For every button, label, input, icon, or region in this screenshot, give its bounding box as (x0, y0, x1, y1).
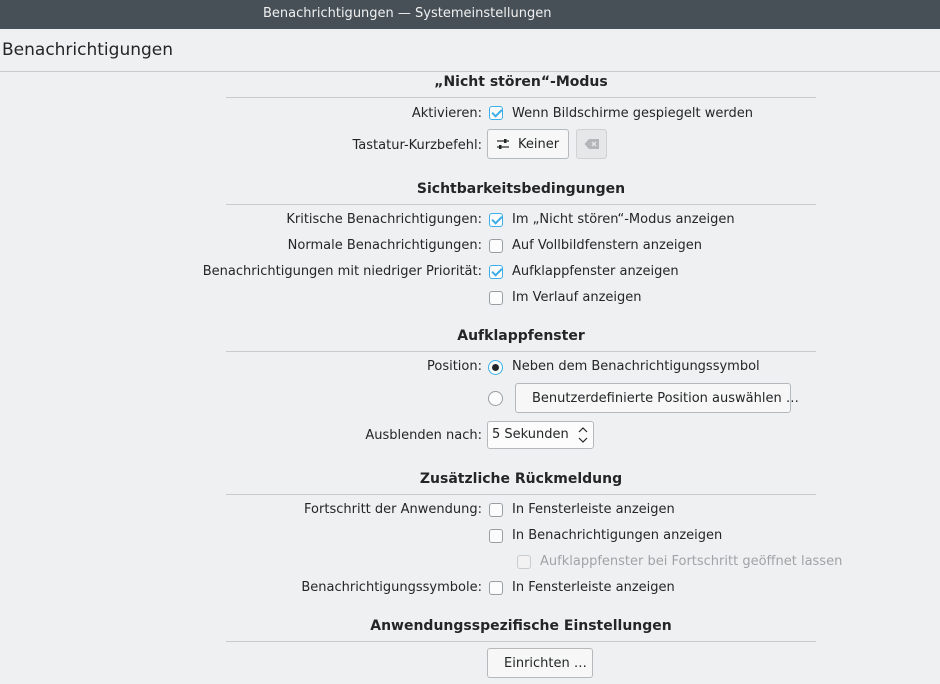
hide-after-value: 5 Sekunden (492, 427, 569, 442)
app-progress-label: Fortschritt der Anwendung: (304, 502, 482, 517)
notification-badges-label: Benachrichtigungssymbole: (301, 580, 482, 595)
shortcut-button[interactable] (487, 129, 569, 159)
shortcut-label: Tastatur-Kurzbefehl: (352, 138, 482, 153)
position-near-icon-radio[interactable] (488, 360, 503, 375)
normal-checkbox[interactable] (489, 239, 503, 253)
hide-after-label: Ausblenden nach: (365, 428, 482, 443)
clear-icon (584, 138, 600, 150)
dnd-heading: „Nicht stören“-Modus (434, 74, 608, 90)
settings-content (0, 72, 940, 684)
critical-label: Kritische Benachrichtigungen: (286, 212, 482, 227)
spin-arrows-icon[interactable] (577, 425, 589, 445)
visibility-heading: Sichtbarkeitsbedingungen (416, 181, 626, 197)
window-titlebar (0, 0, 940, 29)
divider (226, 351, 816, 352)
page-title: Benachrichtigungen (2, 40, 174, 60)
low-priority-label: Benachrichtigungen mit niedriger Priorität: (202, 264, 482, 279)
clear-shortcut-button[interactable] (576, 129, 607, 159)
configure-apps-label: Einrichten … (504, 655, 587, 671)
progress-taskbar-label[interactable]: In Fensterleiste anzeigen (512, 502, 675, 517)
position-label: Position: (427, 359, 482, 374)
window-title: Benachrichtigungen — Systemeinstellungen (263, 6, 552, 21)
normal-option-label[interactable]: Auf Vollbildfenstern anzeigen (512, 238, 702, 253)
progress-notifications-checkbox[interactable] (489, 529, 503, 543)
low-history-checkbox[interactable] (489, 291, 503, 305)
divider (226, 494, 816, 495)
progress-taskbar-checkbox[interactable] (489, 503, 503, 517)
badges-taskbar-label[interactable]: In Fensterleiste anzeigen (512, 580, 675, 595)
badges-taskbar-checkbox[interactable] (489, 581, 503, 595)
critical-checkbox[interactable] (489, 213, 503, 227)
shortcut-button-label: Keiner (518, 136, 560, 152)
progress-notifications-label[interactable]: In Benachrichtigungen anzeigen (512, 528, 723, 543)
configure-icon (496, 137, 510, 151)
divider (226, 204, 816, 205)
position-custom-radio[interactable] (488, 391, 503, 406)
activate-label: Aktivieren: (411, 106, 482, 121)
app-settings-heading: Anwendungsspezifische Einstellungen (370, 618, 672, 634)
keep-popup-open-label[interactable]: Aufklappfenster bei Fortschritt geöffnet lassen (540, 554, 843, 569)
activate-checkbox[interactable] (489, 106, 503, 120)
activate-option-label[interactable]: Wenn Bildschirme gespiegelt werden (512, 106, 753, 121)
feedback-heading: Zusätzliche Rückmeldung (419, 471, 623, 487)
low-popup-option-label[interactable]: Aufklappfenster anzeigen (512, 264, 679, 279)
normal-label: Normale Benachrichtigungen: (287, 238, 482, 253)
divider (226, 97, 816, 98)
position-near-icon-label[interactable]: Neben dem Benachrichtigungssymbol (512, 359, 760, 374)
keep-popup-open-checkbox[interactable] (517, 555, 531, 569)
critical-option-label[interactable]: Im „Nicht stören“-Modus anzeigen (512, 212, 735, 227)
choose-custom-position-label: Benutzerdefinierte Position auswählen … (532, 390, 799, 406)
low-popup-checkbox[interactable] (489, 265, 503, 279)
configure-apps-button[interactable] (487, 648, 593, 678)
page-header (0, 29, 940, 72)
choose-custom-position-button[interactable] (515, 383, 799, 413)
hide-after-spinbox[interactable] (487, 421, 594, 449)
popup-heading: Aufklappfenster (457, 328, 585, 344)
low-history-option-label[interactable]: Im Verlauf anzeigen (512, 290, 642, 305)
divider (226, 641, 816, 642)
